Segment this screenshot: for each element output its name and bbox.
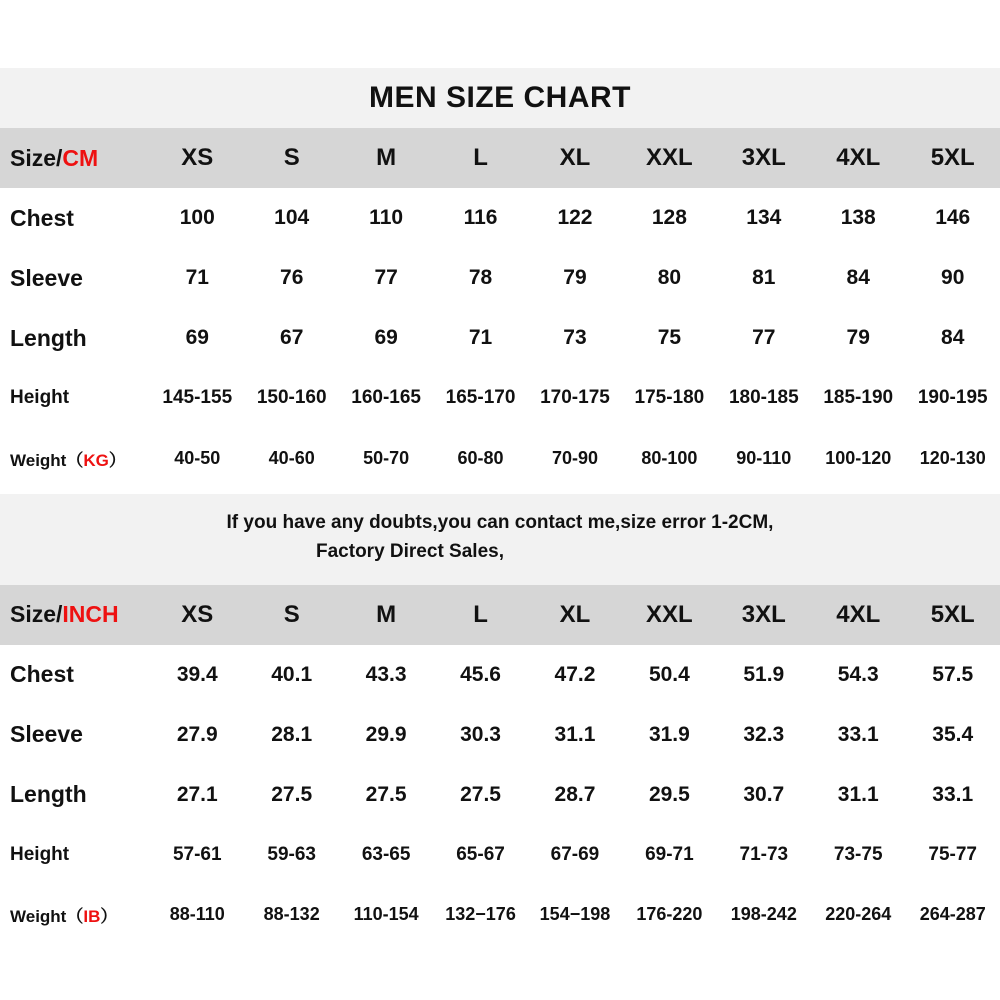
inch-unit-label: [0, 585, 150, 645]
table-cell: 39.4: [150, 645, 244, 705]
table-cell: 132−176: [433, 885, 527, 945]
table-cell: 69-71: [622, 825, 716, 885]
table-cell: 76: [244, 248, 338, 308]
table-cell: 73-75: [811, 825, 905, 885]
table-cell: 100-120: [811, 428, 905, 488]
table-cell: 128: [622, 188, 716, 248]
table-cell: 27.5: [244, 765, 338, 825]
table-cell: 50-70: [339, 428, 433, 488]
table-cell: 185-190: [811, 368, 905, 428]
table-cell: 27.1: [150, 765, 244, 825]
inch-size-header: S: [283, 600, 300, 628]
inch-table-header-row: [0, 585, 1000, 645]
table-cell: 40-50: [150, 428, 244, 488]
table-row: [0, 705, 1000, 765]
table-cell: 60-80: [433, 428, 527, 488]
table-cell: 120-130: [905, 428, 1000, 488]
table-cell: 31.9: [622, 705, 716, 765]
table-cell: 77: [339, 248, 433, 308]
table-cell: 33.1: [905, 765, 1000, 825]
table-cell: 145-155: [150, 368, 244, 428]
table-cell: 47.2: [528, 645, 622, 705]
table-cell: 67: [244, 308, 338, 368]
table-cell: 73: [528, 308, 622, 368]
cm-size-header: S: [283, 144, 300, 171]
table-row: [0, 368, 1000, 428]
row-label: Sleeve: [0, 248, 150, 308]
inch-size-header: M: [376, 600, 397, 628]
table-cell: 154−198: [528, 885, 622, 945]
cm-unit-label: [0, 128, 150, 188]
inch-size-table: [0, 585, 1000, 945]
row-label-text: Weight（: [10, 450, 84, 470]
table-row: [0, 885, 1000, 945]
table-cell: 80-100: [622, 428, 716, 488]
row-label-unit: KG: [83, 450, 109, 470]
row-label-suffix: ）: [108, 450, 126, 470]
table-cell: 31.1: [528, 705, 622, 765]
table-cell: 79: [811, 308, 905, 368]
table-cell: 69: [150, 308, 244, 368]
cm-table-header-row: [0, 128, 1000, 188]
cm-size-header: M: [376, 144, 397, 171]
table-row: [0, 188, 1000, 248]
top-whitespace: [0, 0, 1000, 68]
table-cell: 190-195: [905, 368, 1000, 428]
table-cell: 116: [433, 188, 527, 248]
table-cell: 70-90: [528, 428, 622, 488]
row-label: [0, 885, 150, 945]
table-cell: 80: [622, 248, 716, 308]
table-cell: 110-154: [339, 885, 433, 945]
table-cell: 90-110: [717, 428, 811, 488]
table-cell: 77: [717, 308, 811, 368]
table-cell: 57-61: [150, 825, 244, 885]
table-cell: 51.9: [717, 645, 811, 705]
cm-size-header: XL: [559, 144, 591, 171]
table-cell: 104: [244, 188, 338, 248]
table-cell: 65-67: [433, 825, 527, 885]
table-cell: 45.6: [433, 645, 527, 705]
contact-note: [0, 494, 1000, 585]
table-cell: 27.5: [339, 765, 433, 825]
page-title: MEN SIZE CHART: [369, 81, 631, 114]
table-cell: 29.5: [622, 765, 716, 825]
table-row: [0, 765, 1000, 825]
table-cell: 54.3: [811, 645, 905, 705]
row-label: [0, 428, 150, 488]
table-cell: 71: [150, 248, 244, 308]
table-cell: 220-264: [811, 885, 905, 945]
table-row: [0, 248, 1000, 308]
table-cell: 43.3: [339, 645, 433, 705]
table-cell: 75: [622, 308, 716, 368]
table-cell: 170-175: [528, 368, 622, 428]
table-cell: 30.3: [433, 705, 527, 765]
cm-unit-prefix: Size/: [10, 144, 63, 171]
row-label: Chest: [0, 188, 150, 248]
table-cell: 40.1: [244, 645, 338, 705]
cm-unit-value: CM: [62, 144, 99, 171]
table-cell: 71: [433, 308, 527, 368]
table-row: [0, 825, 1000, 885]
table-cell: 29.9: [339, 705, 433, 765]
table-cell: 30.7: [717, 765, 811, 825]
table-cell: 31.1: [811, 765, 905, 825]
row-label: Height: [0, 825, 150, 885]
inch-size-header: 5XL: [930, 600, 975, 628]
table-cell: 79: [528, 248, 622, 308]
inch-unit-value: INCH: [62, 601, 119, 628]
table-cell: 176-220: [622, 885, 716, 945]
table-cell: 88-110: [150, 885, 244, 945]
inch-size-header: XXL: [646, 600, 693, 628]
row-label-unit: IB: [83, 907, 101, 927]
note-line-1: If you have any doubts,you can contact me,size error 1-2CM,: [226, 512, 774, 533]
table-cell: 134: [717, 188, 811, 248]
cm-size-table: [0, 128, 1000, 488]
cm-size-header: L: [473, 144, 488, 171]
table-cell: 50.4: [622, 645, 716, 705]
inch-size-header: L: [473, 600, 488, 628]
table-cell: 63-65: [339, 825, 433, 885]
note-line-2: Factory Direct Sales,: [316, 541, 504, 563]
row-label: Sleeve: [0, 705, 150, 765]
table-cell: 150-160: [244, 368, 338, 428]
table-row: [0, 308, 1000, 368]
table-cell: 71-73: [717, 825, 811, 885]
table-row: [0, 645, 1000, 705]
table-cell: 175-180: [622, 368, 716, 428]
table-cell: 198-242: [717, 885, 811, 945]
table-cell: 69: [339, 308, 433, 368]
table-cell: 35.4: [905, 705, 1000, 765]
table-cell: 264-287: [905, 885, 1000, 945]
table-cell: 32.3: [717, 705, 811, 765]
table-cell: 160-165: [339, 368, 433, 428]
title-band: [0, 68, 1000, 128]
table-cell: 81: [717, 248, 811, 308]
cm-size-header: 5XL: [930, 144, 975, 171]
table-cell: 146: [905, 188, 1000, 248]
row-label-text: Weight（: [10, 907, 84, 927]
inch-size-header: 4XL: [836, 600, 881, 628]
cm-size-header: XS: [181, 144, 214, 171]
table-cell: 122: [528, 188, 622, 248]
table-cell: 28.1: [244, 705, 338, 765]
table-cell: 100: [150, 188, 244, 248]
table-cell: 40-60: [244, 428, 338, 488]
row-label: Length: [0, 765, 150, 825]
table-cell: 75-77: [905, 825, 1000, 885]
cm-size-header: 3XL: [741, 144, 786, 171]
table-cell: 165-170: [433, 368, 527, 428]
table-cell: 33.1: [811, 705, 905, 765]
cm-size-header: 4XL: [836, 144, 881, 171]
inch-size-header: XL: [559, 600, 591, 628]
table-cell: 84: [811, 248, 905, 308]
inch-size-header: 3XL: [741, 600, 786, 628]
cm-size-header: XXL: [646, 144, 693, 171]
table-cell: 28.7: [528, 765, 622, 825]
row-label: Chest: [0, 645, 150, 705]
row-label-suffix: ）: [100, 907, 118, 927]
table-cell: 180-185: [717, 368, 811, 428]
table-cell: 27.5: [433, 765, 527, 825]
table-cell: 59-63: [244, 825, 338, 885]
table-cell: 90: [905, 248, 1000, 308]
table-cell: 27.9: [150, 705, 244, 765]
table-cell: 84: [905, 308, 1000, 368]
table-cell: 138: [811, 188, 905, 248]
table-row: [0, 428, 1000, 488]
row-label: Height: [0, 368, 150, 428]
table-cell: 67-69: [528, 825, 622, 885]
row-label: Length: [0, 308, 150, 368]
inch-unit-prefix: Size/: [10, 601, 63, 628]
table-cell: 88-132: [244, 885, 338, 945]
table-cell: 110: [339, 188, 433, 248]
inch-size-header: XS: [181, 600, 214, 628]
table-cell: 78: [433, 248, 527, 308]
table-cell: 57.5: [905, 645, 1000, 705]
